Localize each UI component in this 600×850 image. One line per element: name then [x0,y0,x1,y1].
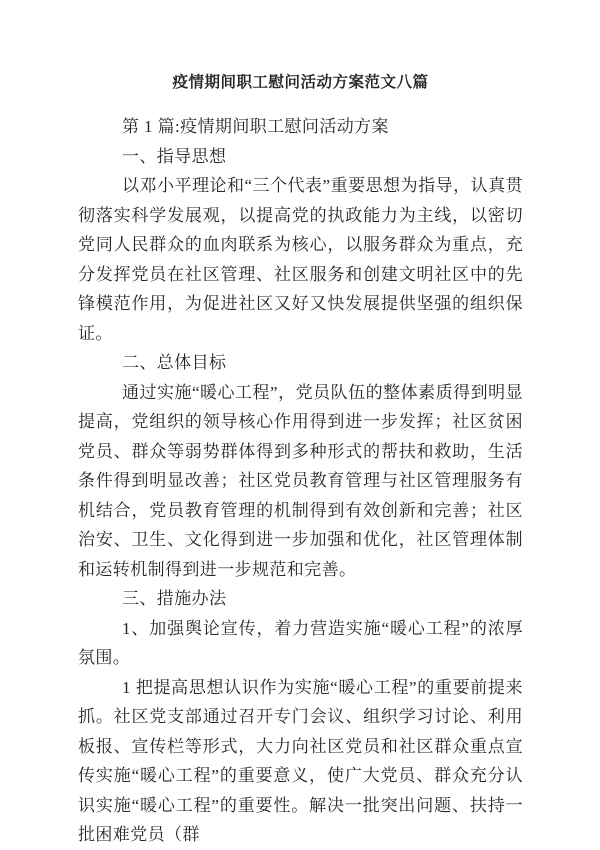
body-paragraph-2: 通过实施“暖心工程”，党员队伍的整体素质得到明显提高，党组织的领导核心作用得到进一步发挥；社区贫困党员、群众等弱势群体得到多种形式的帮扶和救助，生活条件得到明显改善；社区党员教育管理与社区管理服务有机结合，党员教育管理的机制得到有效创新和完善；社区治安、卫生、文化得到进一步加强和优化，社区管理体制和运转机制得到进一步规范和完善。 [78,382,523,579]
section-heading-3: 三、措施办法 [122,589,227,608]
body-paragraph-1: 以邓小平理论和“三个代表”重要思想为指导，认真贯彻落实科学发展观，以提高党的执政能力为主线，以密切党同人民群众的血肉联系为核心，以服务群众为重点，充分发挥党员在社区管理、社区服务和创建文明社区中的先锋模范作用，为促进社区又好又快发展提供坚强的组织保证。 [78,176,523,343]
article-subtitle: 第 1 篇:疫情期间职工慰问活动方案 [122,117,389,136]
document-title: 疫情期间职工慰问活动方案范文八篇 [172,74,429,91]
body-paragraph-4: 1 把提高思想认识作为实施“暖心工程”的重要前提来抓。社区党支部通过召开专门会议、组织学习讨论、利用板报、宣传栏等形式，大力向社区党员和社区群众重点宣传实施“暖心工程”的重要意义，使广大党员、群众充分认识实施“暖心工程”的重要性。解决一批突出问题、扶持一批困难党员（群 [78,677,523,844]
section-heading-1: 一、指导思想 [122,146,227,166]
section-heading-2: 二、总体目标 [122,353,227,372]
body-paragraph-3: 1、加强舆论宣传，着力营造实施“暖心工程”的浓厚氛围。 [78,618,523,667]
